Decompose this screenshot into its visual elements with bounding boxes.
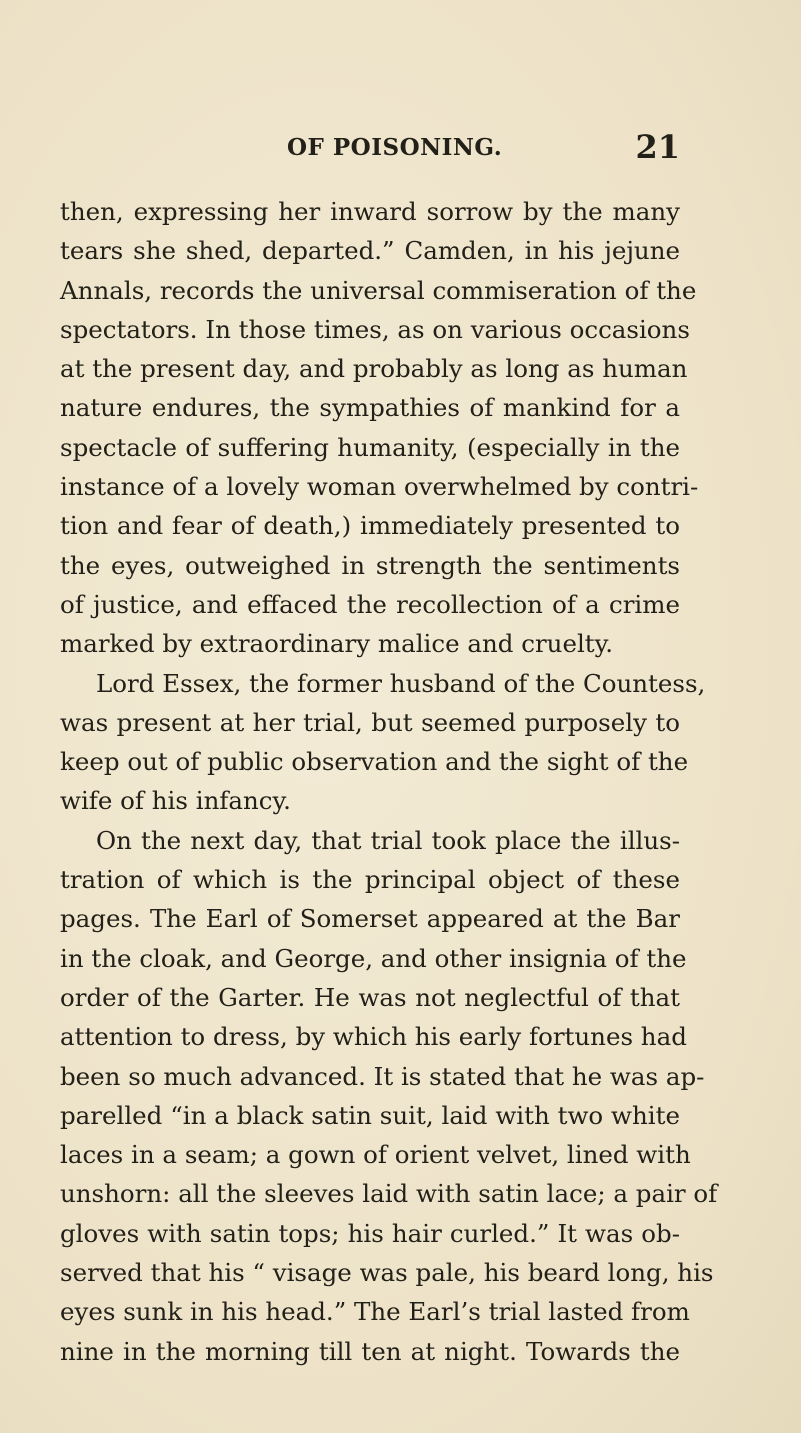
text-line: then, expressing her inward sorrow by the many [60,197,680,226]
text-line: marked by extraordinary malice and cruelty. [60,629,614,659]
text-line: spectators. In those times, as on various occasions [60,314,690,344]
text-line: unshorn: all the sleeves laid with satin lace; a pair of [60,1179,718,1209]
text-line: served that his “ visage was pale, his beard long, his [60,1258,714,1288]
body-text [60,192,718,1371]
text-line: been so much advanced. It is stated that he was ap- [60,1061,705,1091]
text-line: at the present day, and probably as long as human [60,354,688,384]
text-line: spectacle of suffering humanity, (especially in the [60,432,680,462]
text-line: was present at her trial, but seemed purposely to [60,707,680,737]
text-line: On the next day, that trial took place the illus- [96,825,680,855]
text-line: nine in the morning till ten at night. Towards the [60,1336,680,1366]
text-line: wife of his infancy. [60,786,291,816]
text-line: gloves with satin tops; his hair curled.” It was ob- [60,1218,680,1248]
text-line: pages. The Earl of Somerset appeared at the Bar [60,904,680,934]
text-line: Lord Essex, the former husband of the Countess, [96,668,706,698]
text-line: nature endures, the sympathies of mankind for a [60,393,680,423]
text-line: tion and fear of death,) immediately presented to [60,511,680,541]
running-head: OF POISONING. [287,134,503,161]
text-line: order of the Garter. He was not neglectful of that [60,982,680,1012]
text-line: tears she shed, departed.” Camden, in his jejune [60,236,680,266]
page-header [60,128,680,173]
text-line: of justice, and effaced the recollection of a crime [60,589,680,619]
text-line: eyes sunk in his head.” The Earl’s trial lasted from [60,1297,690,1327]
text-line: attention to dress, by which his early fortunes had [60,1022,687,1052]
text-line: parelled “in a black satin suit, laid with two white [60,1100,680,1130]
text-line: instance of a lovely woman overwhelmed by contri- [60,472,699,502]
text-line: keep out of public observation and the sight of the [60,747,689,777]
text-line: laces in a seam; a gown of orient velvet, lined with [60,1140,691,1170]
page-number: 21 [635,128,680,166]
text-line: in the cloak, and George, and other insignia of the [60,943,687,973]
text-line: tration of which is the principal object of these [60,865,680,895]
text-line: the eyes, outweighed in strength the sentiments [60,550,680,580]
text-line: Annals, records the universal commiseration of the [60,275,697,305]
